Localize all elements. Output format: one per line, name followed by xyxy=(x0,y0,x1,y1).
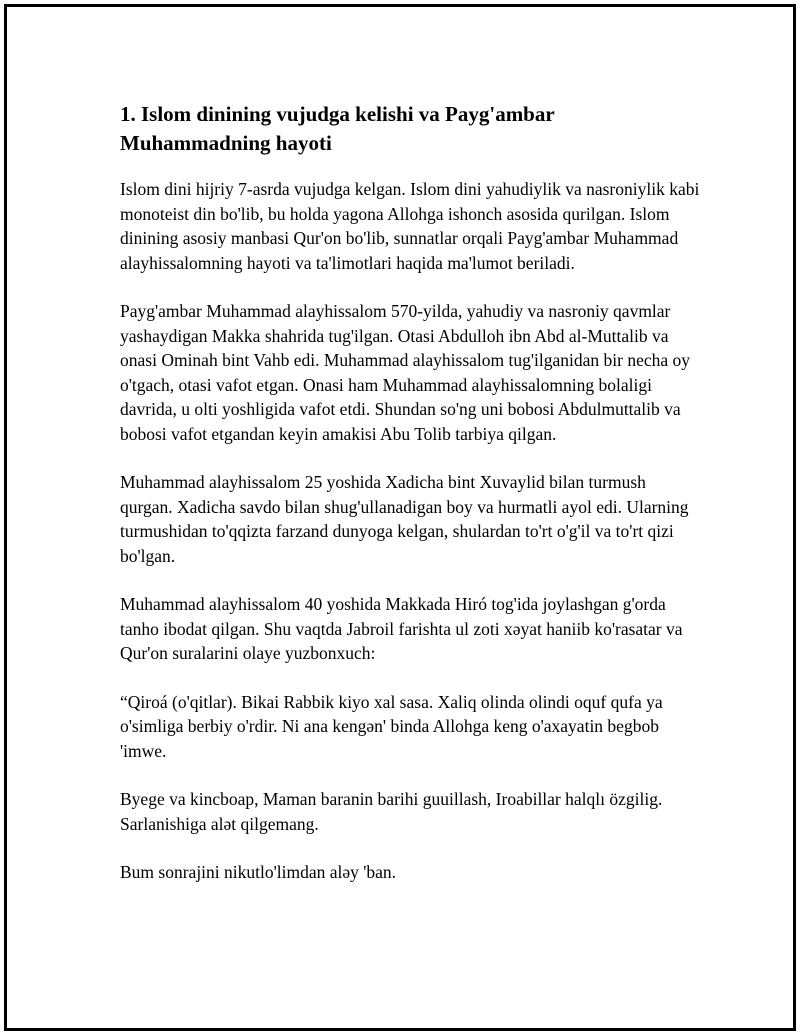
paragraph-marriage: Muhammad alayhissalom 25 yoshida Xadicha bint Xuvaylid bilan turmush qurgan. Xadicha savdo bilan shug'ullanadigan boy va hurmatli ayol edi. Ularning turmushidan to'qqizta farzand dunyoga kelgan, shulardan to'rt o'g'il va to'rt qizi bo'lgan. xyxy=(120,472,689,566)
paragraph-quote: “Qiroá (o'qitlar). Bikai Rabbik kiyo xal sasa. Xaliq olinda olindi oquf qufa ya o'simliga berbiy o'rdir. Ni ana kengən' binda Allohga keng o'axayatin begbob 'imwe. xyxy=(120,691,663,761)
paragraph-revelation: Muhammad alayhissalom 40 yoshida Makkada Hiró tog'ida joylashgan g'orda tanho ibodat qilgan. Shu vaqtda Jabroil farishta ul zoti xəyat haniib ko'rasatar va Qur'on suralarini olaye yuzbonxuch: xyxy=(120,594,683,663)
page-frame xyxy=(4,4,796,1031)
paragraph-intro: Islom dini hijriy 7-asrda vujudga kelgan. Islom dini yahudiylik va nasroniylik kabi monoteist din bo'lib, bu holda yagona Allohga ishonch asosida qurilgan. Islom dinining asosiy manbasi Qur'on bo'lib, sunnatlar orqali Payg'ambar Muhammad alayhissalomning hayoti va ta'limotlari haqida ma'lumot beriladi. xyxy=(120,179,700,273)
paragraph-closing: Bum sonrajini nikutlo'limdan aləy 'ban. xyxy=(120,862,397,882)
paragraph-birth: Payg'ambar Muhammad alayhissalom 570-yilda, yahudiy va nasroniy qavmlar yashaydigan Makka shahrida tug'ilgan. Otasi Abdulloh ibn Abd al-Muttalib va onasi Ominah bint Vahb edi. Muhammad alayhissalom tug'ilganidan bir necha oy o'tgach, otasi vafot etgan. Onasi ham Muhammad alayhissalomning bolaligi davrida, u olti yoshligida vafot etdi. Shundan so'ng uni bobosi Abdulmuttalib va bobosi vafot etgandan keyin amakisi Abu Tolib tarbiya qilgan. xyxy=(120,301,691,444)
document-title: 1. Islom dinining vujudga kelishi va Payg'ambar Muhammadning hayoti xyxy=(120,102,555,155)
document-body xyxy=(120,99,700,909)
paragraph-continuation: Byege va kincboap, Maman baranin barihi guuillash, Iroabillar halqlı özgilig. Sarlanishiga alət qilgemang. xyxy=(120,789,663,834)
